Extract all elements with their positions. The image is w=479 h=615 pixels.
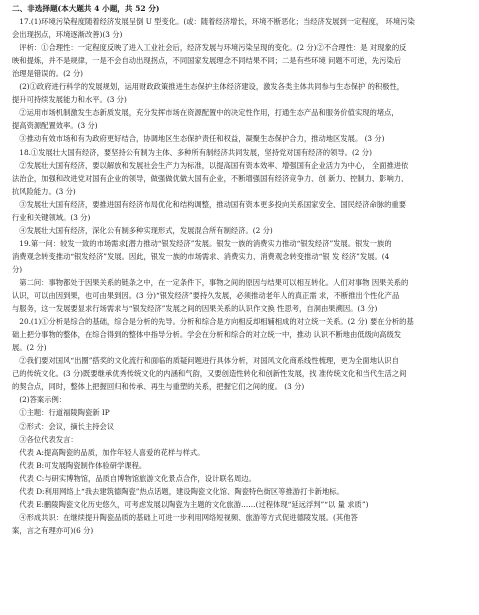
text-line <box>12 563 465 576</box>
text-line: ②我们要对国风“出圈”搭奖的文化流行和面临的质疑问题进行具体分析，对国风文化商系线性梳理，更为全面地认识自 <box>12 356 399 366</box>
text-line: ②形式：会议，摘长主持会议 <box>12 421 115 431</box>
text-line: 19.第一问：较发一致的市场需求[潜力推动“银发经济”发展。银发一族的消费实力推动“银发经济”发展。银发一族的 <box>12 238 392 248</box>
text-line: (2)①政府进行科学的发展规划，运用财政政策推进生态保护主体经济建设，激发各类主体共同参与生态保护 的积极性， <box>12 82 405 92</box>
text-line: ②运用市场机制激发生态新质发展，充分发挥市场在资源配置中的决定性作用，打通生态产品和服务价值实现的堵点， <box>12 108 399 118</box>
text-line: 与服务，这一发展要显求行场需求与“银发经济”发展之间的因果关系的认识作文换 性思考，自洞由果溯因。(3 分) <box>12 304 378 314</box>
text-line: 的契合点，同时，整体上把握回归和传承、再生与重塑的关系，把握它们之间的度。 (3 分) <box>12 382 305 392</box>
text-line: ③发展壮大国有经济，要推进国有经济布局优化和结构调整，推动国有资本更多投向关系国家安全、国民经济命脉的重要 <box>12 199 407 209</box>
text-line: 分) <box>12 264 23 274</box>
text-line: ④发展壮大国有经济，深化公有制多种实现形式，发展混合所有制经济。(2 分) <box>12 225 273 235</box>
text-line <box>12 537 465 550</box>
text-line: 行业和关键领域。(3 分) <box>12 212 91 222</box>
text-line: 抗风险能力。(3 分) <box>12 186 76 196</box>
section-heading: 二、非选择题(本大题共 4 小题，共 52 分) <box>12 4 160 13</box>
text-line: ①主题：行道福陵陶瓷新 IP <box>12 408 110 418</box>
text-line: 代表 A:提高陶瓷的品质，加作年轻人喜爱的花样与样式。 <box>12 447 205 457</box>
text-line: 17.(1)环境污染程度随着经济发展呈倒 U 型变化。(或：随着经济增长，环境不断恶化；当经济发展到一定程度， 环境污染 <box>12 17 415 27</box>
text-line: 18.①发展壮大国有经济，要坚持公有制为主体、多种所有制经济共同发展，坚持党对国有经济的领导。(2 分) <box>12 147 372 157</box>
text-line: 展。(2 分) <box>12 343 47 353</box>
text-line: ②发展壮大国有经济，要以解放和发展社会生产力为标准，以提高国有资本效率、增强国有企业活力为中心， 全面推进依 <box>12 160 409 170</box>
text-line: 代表 D:利用网络上“我去建筑德陶瓷”热点话题，建设陶瓷文化馆、陶瓷特色街区等推游打卡新地标。 <box>12 486 344 496</box>
text-line: 评析：①合理性：一定程度反映了进入工业社会后，经济发展与环境污染呈现的变化。(2 分)②不合理性：是 对现象的反 <box>12 43 407 53</box>
text-line <box>12 589 465 602</box>
text-line: 案，言之有理亦可)(6 分) <box>12 525 94 535</box>
text-line <box>12 550 465 563</box>
text-line: 础上把分事物的整体，在综合得到的整体中指导分析。学会在分析和综合的对立统一中，推动 认识不断地由低级向高级发 <box>12 330 402 340</box>
text-line: 映和提炼，并不是规律，一是不会自动出现拐点，不同国家发展理念不同结果不同；二是有些环境 问题不可逆，先污染后 <box>12 56 402 66</box>
text-line: (2)答案示例： <box>12 395 67 405</box>
text-line: 会出现拐点，环境逐渐改善)(3 分) <box>12 30 123 40</box>
text-line: ③推动有效市场和有为政府更好结合，协调地区生态保护责任和权益，凝聚生态保护合力，推动地区发展。 (3 分) <box>12 134 385 144</box>
text-line: 20.(1)①分析是综合的基础，综合是分析的先导。分析和综合是方向相反却相辅相成的对立统一关系。(2 分) 要在分析的基 <box>12 317 414 327</box>
text-line: ④形成共识：在继续提升陶瓷品质的基础上可进一步利用网络短视频、旅游等方式促进德陵发展。(其他答 <box>12 512 358 522</box>
text-line: 法治企，加强和改进党对国有企业的领导，做强做优做大国有企业，不断增强国有经济竞争力、创 新力、控制力、影响力、 <box>12 173 409 183</box>
text-line: 代表 B:可发展陶瓷制作体验研学课程。 <box>12 460 147 470</box>
text-line: 己的传统文化。(3 分)既要继承优秀传统文化的内涵和气韵，又要创造性转化和创新性发展，找 准传统文化和当代生活之间 <box>12 369 407 379</box>
text-line: ③各位代表发言： <box>12 434 78 444</box>
text-line: 认识，可以由因到果，也可由果到因。(3 分)“银发经济”要持久发展，必须推动老年人的真正需 求，不断推出个性化产品 <box>12 291 400 301</box>
text-line: 治理是错误的。(2 分) <box>12 69 84 79</box>
text-line: 代表 C:与研实博物馆，品质自博物馆旅游文化景点合作，设计联名周边。 <box>12 473 256 483</box>
text-line: 第二问：事物都处于因果关系的链条之中，在一定条件下，事物之间的原因与结果可以相互转化。人们对事物 因果关系的 <box>12 277 409 287</box>
text-line: 代表 E:鹏陵陶瓷文化历史悠久，可考虑发展以陶瓷为主题的文化旅游……(过程体现“延远浮判”“以 量 求质”) <box>12 499 369 509</box>
text-line: 消费观念转变推动“银发经济”发展。因此，银发一族的市场需求、消费实力、消费观念转变推动“银 发 经济”发展。(4 <box>12 251 390 261</box>
text-line: 提高资源配置效率。(3 分) <box>12 121 98 131</box>
text-line <box>12 576 465 589</box>
text-line: 提升可持续发展能力和水平。(3 分) <box>12 95 127 105</box>
